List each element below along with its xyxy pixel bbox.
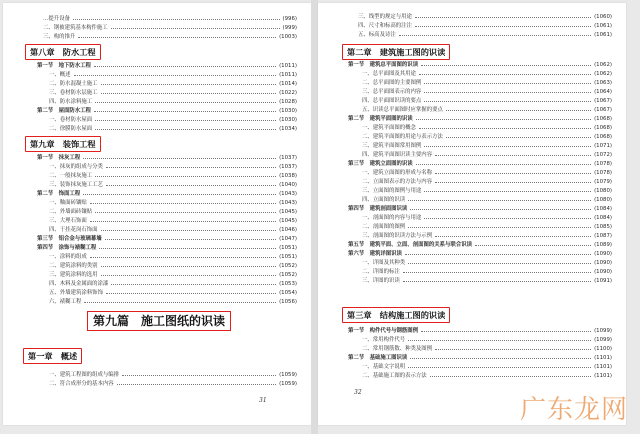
right-page: [318, 3, 626, 425]
toc-entry[interactable]: 二、剖面图的图例 (1085): [362, 224, 612, 230]
toc-entry[interactable]: 一、基础文字说明 (1101): [362, 364, 612, 370]
toc-entry[interactable]: 三、立面图的图例与用途 (1080): [362, 188, 612, 194]
watermark-logo: 广东龙网: [519, 395, 628, 425]
toc-entry[interactable]: 三、卷材防水层施工 (1022): [49, 90, 297, 96]
toc-section[interactable]: 第三节 建筑立面图的识读 (1078): [348, 161, 612, 167]
toc-entry[interactable]: 一、卷材防水屋面 (1030): [49, 117, 297, 123]
chapter-heading[interactable]: 第八章 防水工程: [25, 44, 101, 60]
toc-entry[interactable]: 四、建筑平面图识读主要内容 (1072): [362, 152, 612, 158]
toc-entry[interactable]: 三、线型的规定与用途 (1060): [358, 14, 612, 20]
toc-entry[interactable]: 四、尺寸和标高的注注 (1061): [358, 23, 612, 29]
toc-entry[interactable]: 二、外墙面砖镶贴 (1045): [49, 209, 297, 215]
toc-entry[interactable]: 三、建筑平面图常用图例 (1071): [362, 143, 612, 149]
toc-entry[interactable]: 二、立面图表示的方法与内容 (1079): [362, 179, 612, 185]
toc-section[interactable]: 第一节 地下防水工程 (1011): [37, 63, 297, 69]
chapter-heading[interactable]: 第三章 结构施工图的识读: [342, 307, 450, 323]
page-number: 32: [354, 389, 362, 396]
toc-entry[interactable]: 二、一般抹灰施工 (1038): [49, 173, 297, 179]
page-number: 31: [259, 397, 267, 404]
toc-section[interactable]: 第四节 涂饰与裱糊工程 (1051): [37, 245, 297, 251]
toc-entry[interactable]: 五、识读总平面图时应掌握的要点 (1067): [362, 107, 612, 113]
toc-entry[interactable]: 五、标高及诗注 (1061): [358, 32, 612, 38]
toc-entry[interactable]: 一、剖面图的内容与用途 (1084): [362, 215, 612, 221]
toc-entry[interactable]: 三、剖面图的识读方法与示例 (1087): [362, 233, 612, 239]
toc-entry[interactable]: 三、建筑涂料的选用 (1052): [49, 272, 297, 278]
left-page: [3, 3, 311, 425]
toc-entry[interactable]: 二、徐膜防水屋面 (1034): [49, 126, 297, 132]
toc-section[interactable]: 第六节 建筑详图识读 (1090): [348, 251, 612, 257]
chapter-heading[interactable]: 第一章 概述: [23, 348, 82, 364]
toc-entry[interactable]: 二、常用钢筋数、种类及图例 (1100): [362, 346, 612, 352]
toc-entry[interactable]: 四、防水涂料施工 (1028): [49, 99, 297, 105]
toc-entry[interactable]: 四、干挂花岗石饰面 (1046): [49, 227, 297, 233]
toc-entry[interactable]: 二、钢被建筑基本构件施工 (999): [43, 25, 297, 31]
toc-entry[interactable]: 二、总平面图的主要图例 (1063): [362, 80, 612, 86]
chapter-heading[interactable]: 第九章 装饰工程: [25, 136, 101, 152]
toc-entry[interactable]: 一、建筑立面图的形成与名称 (1078): [362, 170, 612, 176]
toc-entry[interactable]: 五、外墙建筑涂料饰饰 (1054): [49, 290, 297, 296]
toc-entry[interactable]: 三、总平面图表示的内容 (1064): [362, 89, 612, 95]
toc-section[interactable]: 第二节 屋面防水工程 (1030): [37, 108, 297, 114]
toc-entry[interactable]: 一、抹灰的组成与分类 (1037): [49, 164, 297, 170]
book-gutter: [311, 0, 318, 434]
toc-section[interactable]: 第三节 铝合金与玻璃幕墙 (1047): [37, 236, 297, 242]
toc-entry[interactable]: 四、立面图的识读 (1080): [362, 197, 612, 203]
toc-section[interactable]: 第五节 建筑平面、立面、剖面图的关系与联合识读 (1089): [348, 242, 612, 248]
toc-entry[interactable]: 二、详图的标注 (1090): [362, 269, 612, 275]
toc-section[interactable]: 第四节 建筑剖面图识读 (1084): [348, 206, 612, 212]
toc-entry[interactable]: 二、防水混凝土施工 (1014): [49, 81, 297, 87]
toc-entry[interactable]: 三、装饰抹灰施工工艺 (1040): [49, 182, 297, 188]
chapter-heading[interactable]: 第二章 建筑施工图的识读: [342, 44, 450, 60]
toc-section[interactable]: 第二节 饰面工程 (1043): [37, 191, 297, 197]
toc-entry[interactable]: 一、概述 (1011): [49, 72, 297, 78]
toc-entry[interactable]: 二、基础施工图的表示方法 (1101): [362, 373, 612, 379]
toc-entry[interactable]: 一、涂料的组成 (1051): [49, 254, 297, 260]
toc-entry[interactable]: 二、符合成形分的基本内容 (1059): [49, 381, 297, 387]
toc-section[interactable]: 第二节 建筑平面图的识读 (1068): [348, 116, 612, 122]
toc-section[interactable]: 第一节 抹灰工程 (1037): [37, 155, 297, 161]
toc-entry[interactable]: 一、常用构件代号 (1099): [362, 337, 612, 343]
toc-entry[interactable]: 一、详图及其种类 (1090): [362, 260, 612, 266]
toc-entry[interactable]: 一、建筑平面图的概念 (1068): [362, 125, 612, 131]
toc-entry[interactable]: 四、木料及金属面的涂漆 (1053): [49, 281, 297, 287]
toc-entry[interactable]: 三、构的推升 (1003): [43, 34, 297, 40]
toc-entry[interactable]: 三、大理石饰面 (1045): [49, 218, 297, 224]
toc-entry[interactable]: 二、建筑平面图的用途与表示方法 (1068): [362, 134, 612, 140]
toc-section[interactable]: 第一节 建筑总平面图的识读 (1062): [348, 62, 612, 68]
toc-section[interactable]: 第一节 构件代号与钢筋图例 (1099): [348, 328, 612, 334]
toc-section[interactable]: 第二节 基础施工图识读 (1101): [348, 355, 612, 361]
toc-entry[interactable]: 一、釉面砖镶贴 (1043): [49, 200, 297, 206]
toc-entry[interactable]: 一、建筑工程图的组成与编排 (1059): [49, 372, 297, 378]
toc-entry[interactable]: …提升设备 (996): [43, 16, 297, 22]
part-title[interactable]: 第九篇 施工图纸的识读: [87, 311, 231, 331]
toc-entry[interactable]: 二、建筑涂料的类别 (1052): [49, 263, 297, 269]
toc-entry[interactable]: 六、裱糊工程 (1056): [49, 299, 297, 305]
toc-entry[interactable]: 四、总平面图识读的要点 (1067): [362, 98, 612, 104]
toc-entry[interactable]: 三、详图的识读 (1091): [362, 278, 612, 284]
toc-entry[interactable]: 一、总平面图及其用途 (1062): [362, 71, 612, 77]
